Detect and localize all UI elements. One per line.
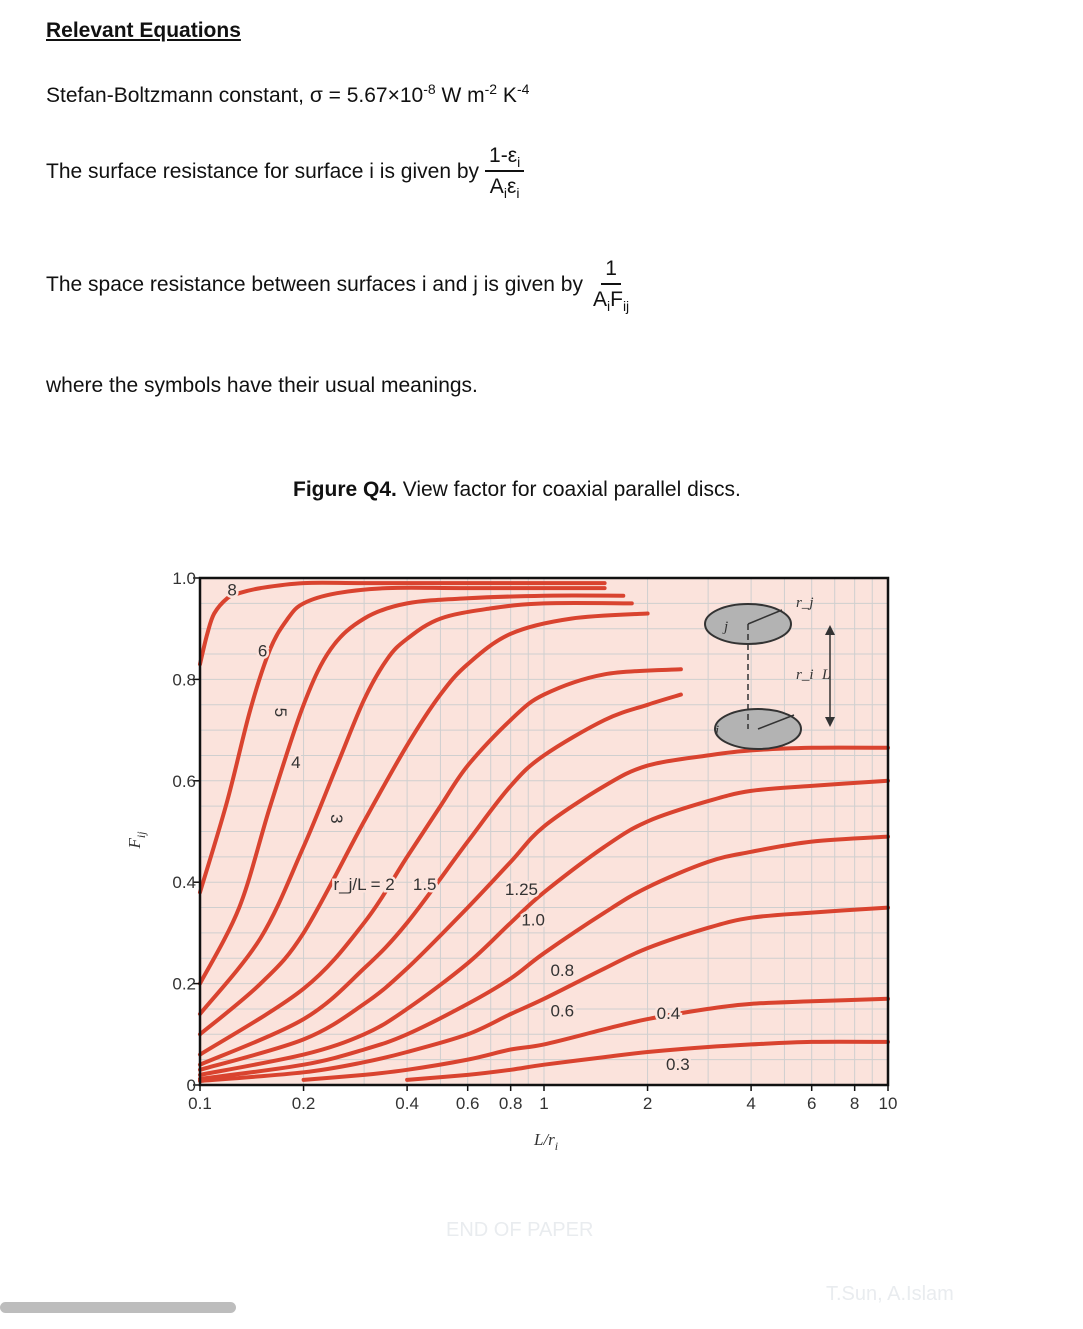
curve-label: r_j/L = 2	[333, 874, 395, 894]
y-axis-label-sub: ij	[134, 831, 148, 839]
curve-label: 3	[326, 814, 346, 824]
end-of-paper-text: END OF PAPER	[446, 1219, 594, 1241]
x-tick-label: 0.1	[188, 1094, 212, 1113]
sigma-exp-m: -2	[484, 81, 498, 97]
space-den-b: F	[610, 288, 623, 311]
radius-top-label: r_j	[796, 595, 814, 611]
y-tick-label: 0.6	[172, 771, 196, 791]
horizontal-scrollbar[interactable]	[0, 1302, 236, 1313]
surface-den-b-sub: i	[516, 185, 520, 202]
curve-label: 6	[257, 641, 268, 661]
y-tick-label: 1.0	[172, 569, 196, 588]
radius-bottom-label: r_i	[796, 667, 814, 683]
y-tick-label: 0.8	[172, 670, 196, 690]
disc-bottom-label: i	[715, 723, 720, 739]
curve-label: 0.4	[656, 1004, 681, 1024]
x-tick-label: 0.6	[455, 1094, 480, 1113]
space-resistance-denominator	[589, 285, 633, 315]
sigma-units-k: K	[497, 84, 517, 107]
surface-resistance-text: The surface resistance for surface i is given by	[46, 159, 480, 183]
heading: Relevant Equations	[46, 19, 241, 42]
surface-resistance-fraction	[485, 144, 524, 202]
surface-den-a: A	[489, 175, 504, 198]
curve-label: 4	[291, 753, 301, 773]
x-tick-label: 6	[806, 1094, 817, 1113]
x-tick-label: 0.8	[498, 1094, 523, 1113]
y-tick-label: 0	[186, 1076, 196, 1095]
surface-resistance-denominator	[486, 172, 524, 202]
figure-caption-text: View factor for coaxial parallel discs.	[396, 478, 741, 501]
curve-label: 0.8	[550, 960, 575, 980]
curve-label: 1.0	[521, 910, 545, 930]
sigma-exp-k: -4	[516, 81, 530, 97]
sigma-line	[46, 81, 530, 107]
surface-num-sub: i	[517, 154, 521, 171]
sigma-units-m: W m	[435, 84, 485, 107]
figure-caption-label: Figure Q4.	[293, 478, 397, 501]
x-tick-label: 8	[849, 1094, 860, 1113]
paper-initials: T.Sun, A.Islam	[826, 1283, 954, 1305]
x-tick-label: 2	[642, 1094, 653, 1113]
surface-den-a-sub: i	[503, 185, 507, 202]
space-den-a: A	[592, 288, 607, 311]
sigma-exp: -8	[423, 81, 436, 97]
x-tick-label: 1	[539, 1094, 549, 1113]
x-tick-label: 0.4	[395, 1094, 419, 1113]
space-resistance-numerator: 1	[601, 258, 621, 285]
curve-label: 0.6	[550, 1001, 575, 1021]
x-tick-label: 10	[878, 1094, 898, 1113]
space-den-a-sub: i	[606, 298, 611, 315]
curve-label: 1.5	[412, 874, 437, 894]
length-label: L	[822, 667, 831, 683]
x-axis-label-sub: i	[554, 1139, 559, 1153]
y-tick-label: 0.4	[172, 873, 196, 893]
symbols-note: where the symbols have their usual meanings.	[46, 374, 478, 397]
figure-caption	[293, 479, 741, 500]
disc-top-label: j	[724, 619, 729, 635]
space-resistance-line	[46, 257, 633, 315]
y-tick-label: 0.2	[172, 974, 196, 994]
surface-resistance-line	[46, 144, 524, 202]
curve-label: 1.25	[504, 879, 539, 899]
curve-label: 8	[227, 580, 237, 600]
space-resistance-fraction	[589, 257, 633, 315]
space-resistance-text: The space resistance between surfaces i and j is given by	[46, 272, 583, 296]
surface-den-b: ε	[506, 175, 517, 198]
curve-label: 5	[270, 707, 290, 718]
space-den-b-sub: ij	[622, 298, 630, 315]
x-axis-label: $L/r_i$	[533, 1130, 559, 1153]
curve-label: 0.3	[666, 1054, 690, 1074]
view-factor-chart	[110, 555, 910, 1160]
sigma-text: Stefan-Boltzmann constant, σ = 5.67×10	[46, 84, 424, 107]
surface-resistance-numerator	[485, 145, 524, 172]
x-tick-label: 4	[746, 1094, 756, 1113]
grid	[200, 578, 888, 1085]
x-tick-label: 0.2	[291, 1094, 316, 1113]
y-axis-label: $F_{ij}$	[125, 831, 148, 849]
surface-num-main: 1-ε	[489, 144, 518, 167]
